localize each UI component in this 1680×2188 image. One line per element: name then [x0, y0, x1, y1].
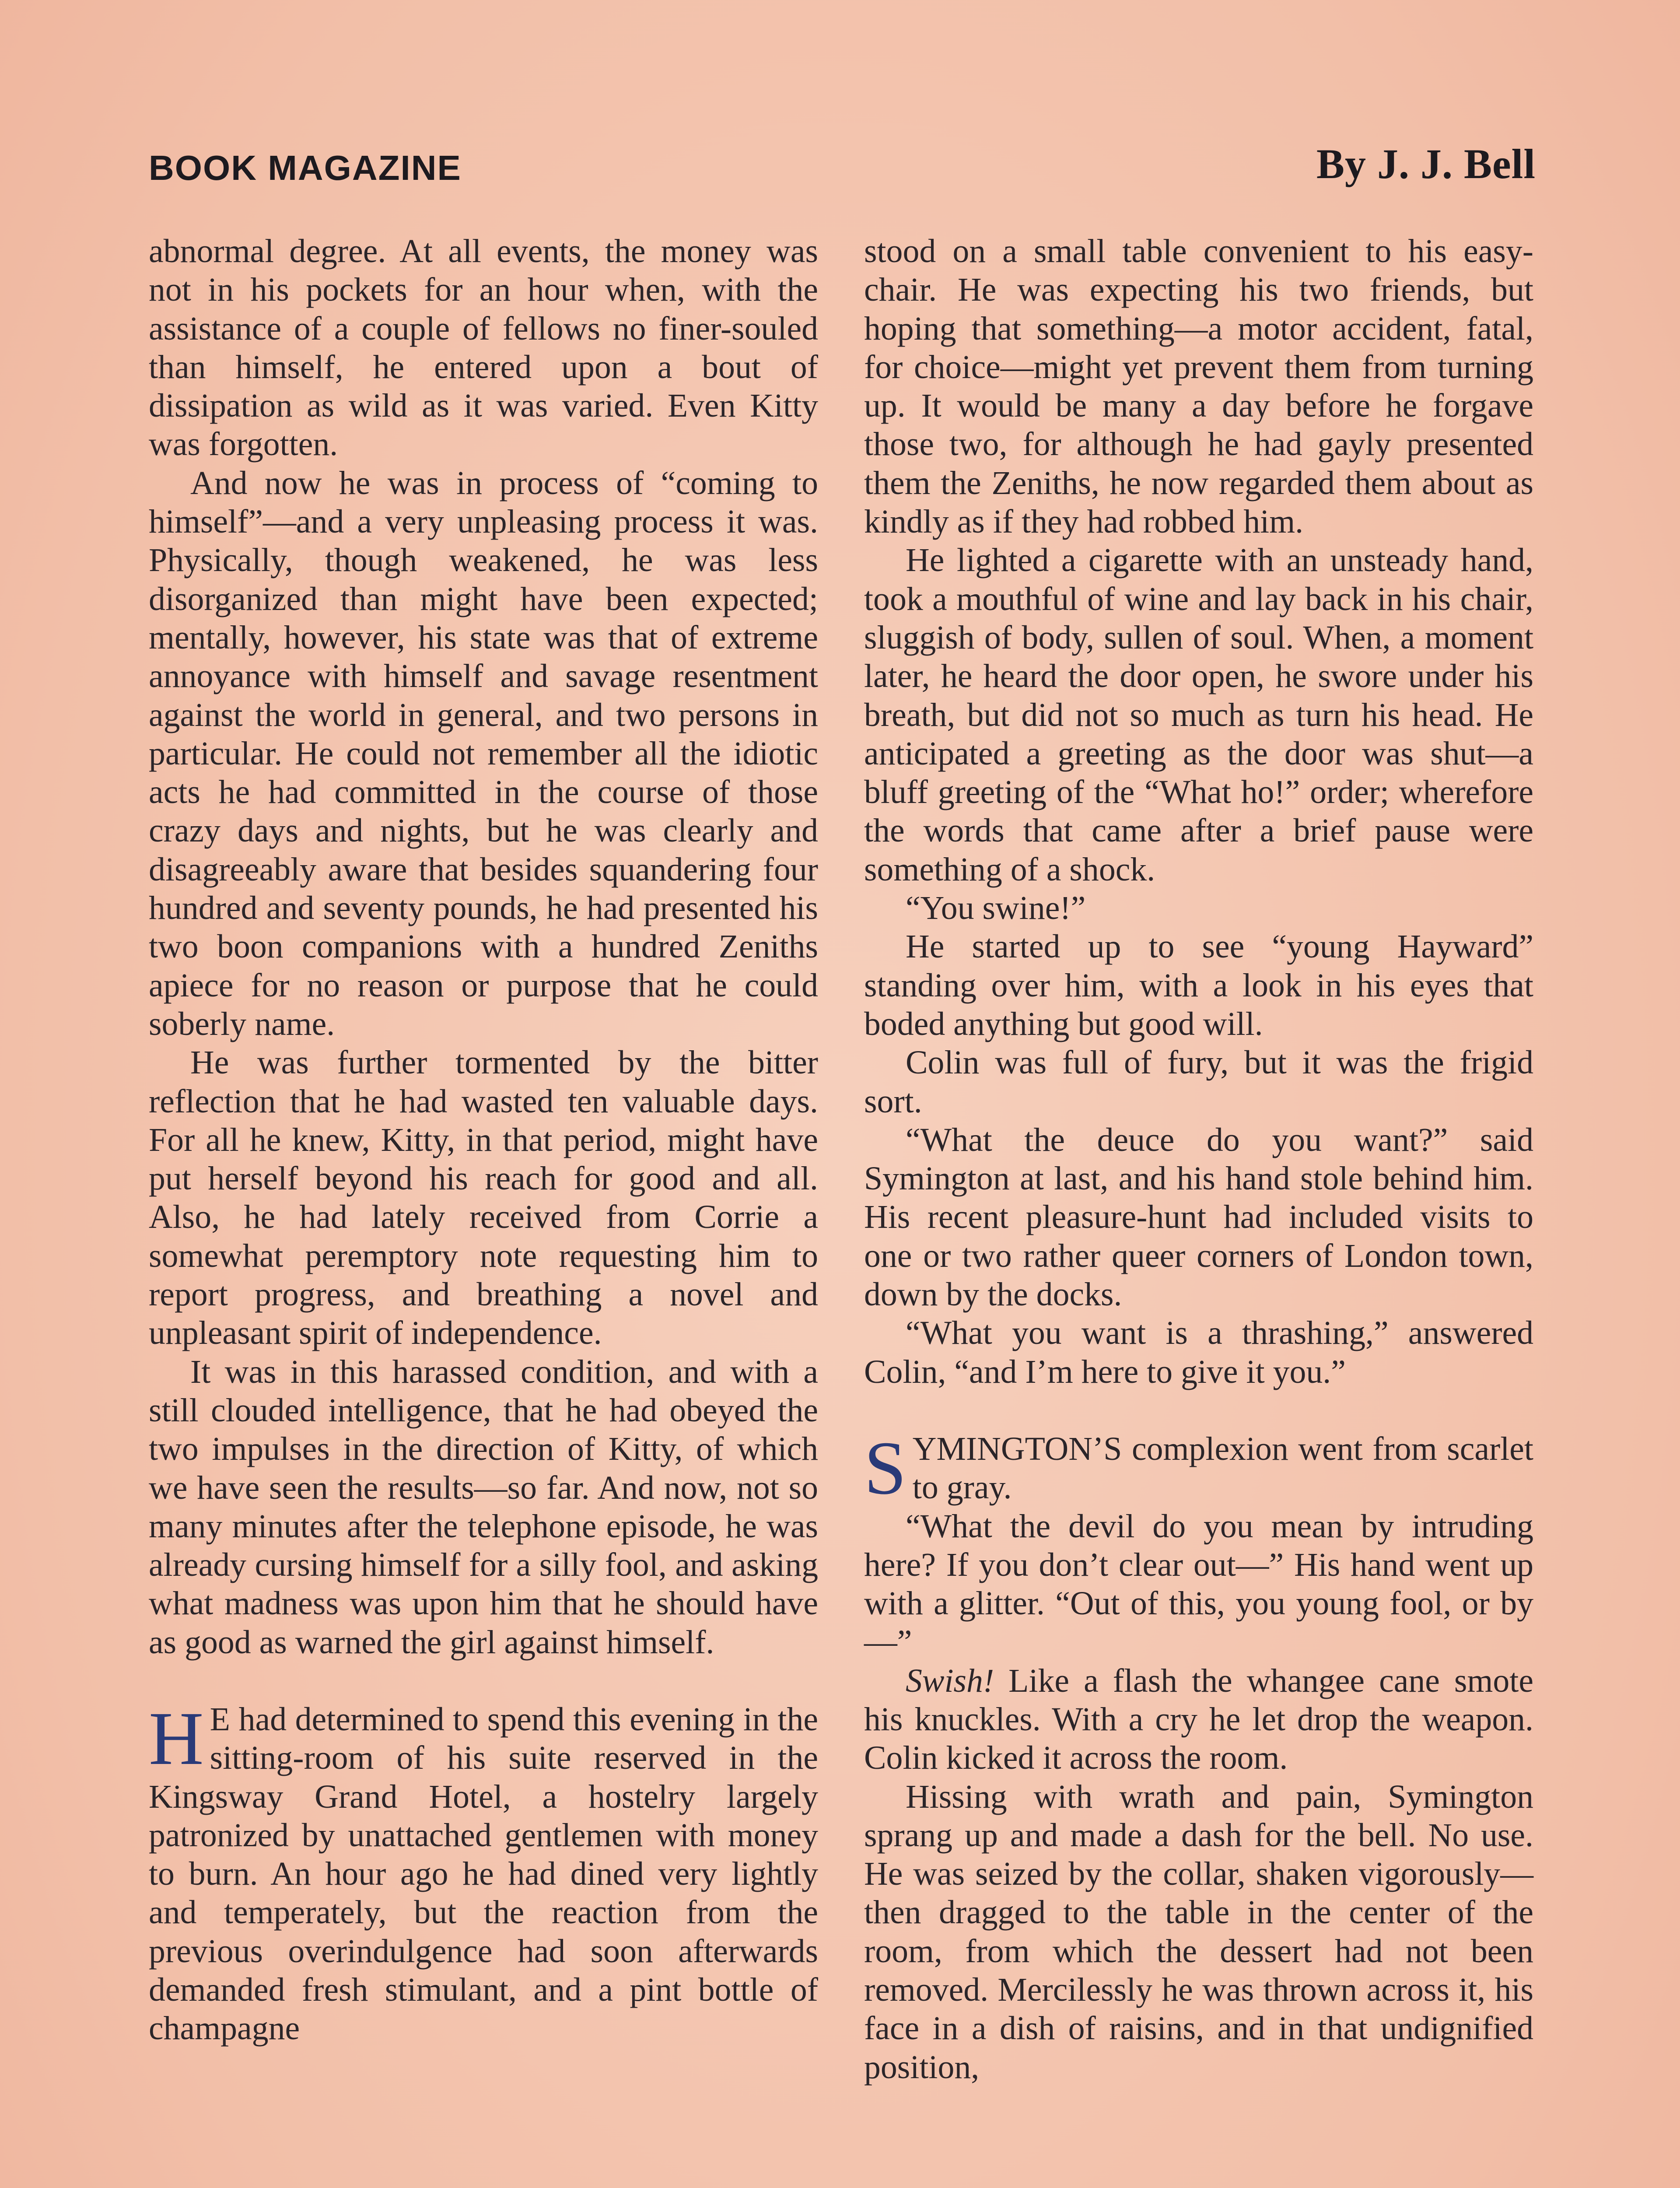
running-header — [149, 131, 1536, 188]
italic-word: Swish! — [906, 1662, 994, 1699]
left-column — [149, 232, 818, 2048]
paragraph: stood on a small table convenient to his easy-chair. He was expecting his two friends, but hoping that something—a motor accident, fatal, for choice—might yet prevent them from turning up. It would be many a day before he forgave those two, for although he had gayly presented them the Zeniths, he now regarded them about as kindly as if they had robbed him. — [864, 233, 1533, 540]
drop-cap: H — [149, 1696, 204, 1781]
paragraph: “What the deuce do you want?” said Symington at last, and his hand stole behind him. His recent pleasure-hunt had included visits to one or two rather queer corners of London town, down by the docks. — [864, 1121, 1533, 1313]
author-byline: By J. J. Bell — [1316, 140, 1536, 187]
paragraph: “What the devil do you mean by intruding here? If you don’t clear out—” His hand went up with a glitter. “Out of this, you young fool, or by—” — [864, 1508, 1533, 1661]
paragraph: He was further tormented by the bitter reflection that he had wasted ten valuable days. For all he knew, Kitty, in that period, might have put herself beyond his reach for good and all. Also, he had lately received from Corrie a somewhat peremptory note requesting him to report progress, and breathing a novel and unpleasant spirit of independence. — [149, 1044, 818, 1352]
paragraph: Hissing with wrath and pain, Symington sprang up and made a dash for the bell. No use. He was seized by the collar, shaken vigorously—then dragged to the table in the center of the room, from which the dessert had not been removed. Mercilessly he was thrown across it, his face in a dish of raisins, and in that undignified position, — [864, 1778, 1533, 2086]
magazine-title: BOOK MAGAZINE — [149, 148, 462, 187]
paragraph: And now he was in process of “coming to himself”—and a very unpleasing process it was. Physically, though weakened, he was less disorganized than might have been expected; mentally, however, his state was that of extreme annoyance with himself and savage resentment against the world in general, and two persons in particular. He could not remember all the idiotic acts he had committed in the course of those crazy days and nights, but he was clearly and disagreeably aware that besides squandering four hundred and seventy pounds, he had presented his two boon companions with a hundred Zeniths apiece for no reason or purpose that he could soberly name. — [149, 464, 818, 1042]
paragraph — [864, 1662, 1533, 1778]
dropcap-paragraph — [149, 1696, 818, 2048]
paragraph-text: Like a flash the whangee cane smote his knuckles. With a cry he let drop the weapon. Colin kicked it across the room. — [864, 1662, 1533, 1777]
dropcap-text: E had determined to spend this evening in the sitting-room of his suite reserved in the Kingsway Grand Hotel, a hostelry largely patronized by unattached gentlemen with money to burn. An hour ago he had dined very lightly and temperately, but the reaction from the previous overindulgence had soon afterwards demanded fresh stimulant, and a pint bottle of champagne — [149, 1701, 818, 2047]
paragraph: abnormal degree. At all events, the money was not in his pockets for an hour when, with the assistance of a couple of fellows no finer-souled than himself, he entered upon a bout of dissipation as wild as it was varied. Even Kitty was forgotten. — [149, 233, 818, 463]
paragraph: He lighted a cigarette with an unsteady hand, took a mouthful of wine and lay back in his chair, sluggish of body, sullen of soul. When, a moment later, he heard the door open, he swore under his breath, but did not so much as turn his head. He anticipated a greeting as the door was shut—a bluff greeting of the “What ho!” order; wherefore the words that came after a brief pause were something of a shock. — [864, 542, 1533, 888]
paragraph: “You swine!” — [906, 890, 1086, 927]
drop-cap: S — [864, 1425, 906, 1510]
paragraph: It was in this harassed condition, and with a still clouded intelligence, that he had obeyed the two impulses in the direction of Kitty, of which we have seen the results—so far. And now, not so many minutes after the telephone episode, he was already cursing himself for a silly fool, and asking what madness was upon him that he should have as good as warned the girl against himself. — [149, 1353, 818, 1661]
paragraph: “What you want is a thrashing,” answered Colin, “and I’m here to give it you.” — [864, 1315, 1533, 1390]
paragraph: Colin was full of fury, but it was the frigid sort. — [864, 1044, 1533, 1120]
dropcap-text: YMINGTON’S complexion went from scarlet to gray. — [912, 1430, 1533, 1506]
right-column — [864, 232, 1533, 2086]
paragraph: He started up to see “young Hayward” standing over him, with a look in his eyes that boded anything but good will. — [864, 928, 1533, 1042]
dropcap-paragraph — [864, 1425, 1533, 1510]
